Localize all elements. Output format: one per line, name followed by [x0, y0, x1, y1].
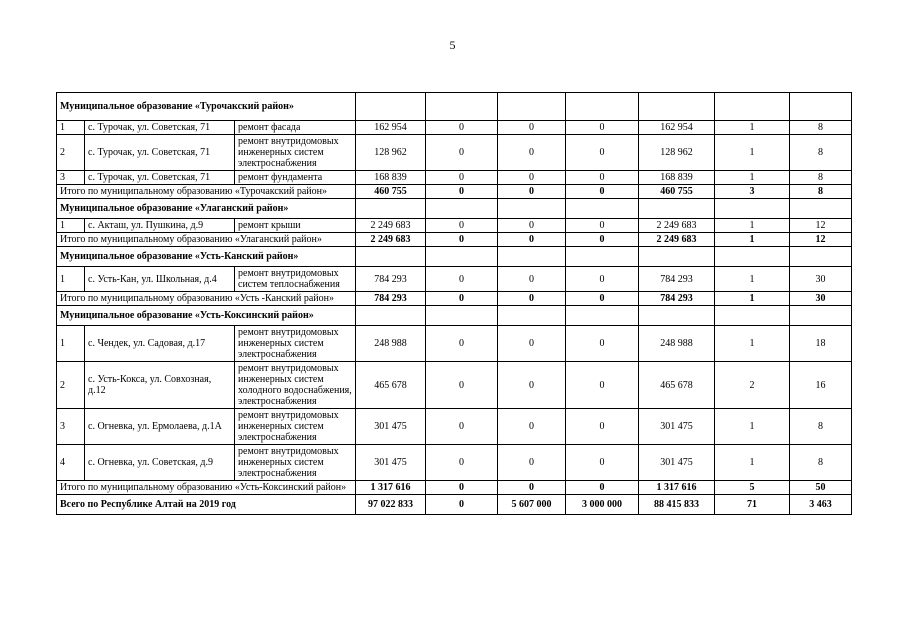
section-total-row	[57, 481, 852, 495]
empty-cell	[566, 247, 639, 267]
section-header-row	[57, 199, 852, 219]
value-cell-c2: 0	[426, 445, 498, 481]
value-cell-c1: 162 954	[356, 121, 426, 135]
table-row	[57, 362, 852, 409]
value-cell-c7: 16	[790, 362, 852, 409]
value-cell-c3: 0	[498, 362, 566, 409]
value-cell-c5: 168 839	[639, 171, 715, 185]
table-row	[57, 121, 852, 135]
total-value-c5: 784 293	[639, 292, 715, 306]
value-cell-c7: 30	[790, 267, 852, 292]
work-type-cell: ремонт фундамента	[235, 171, 356, 185]
work-type-cell: ремонт крыши	[235, 219, 356, 233]
address-cell: с. Турочак, ул. Советская, 71	[85, 171, 235, 185]
value-cell-c3: 0	[498, 171, 566, 185]
total-value-c2: 0	[426, 233, 498, 247]
section-total-label: Итого по муниципальному образованию «Турочакский район»	[57, 185, 356, 199]
table-row	[57, 171, 852, 185]
address-cell: с. Усть-Кан, ул. Школьная, д.4	[85, 267, 235, 292]
value-cell-c3: 0	[498, 326, 566, 362]
value-cell-c1: 784 293	[356, 267, 426, 292]
row-number: 1	[57, 121, 85, 135]
section-total-label: Итого по муниципальному образованию «Усть -Канский район»	[57, 292, 356, 306]
address-cell: с. Турочак, ул. Советская, 71	[85, 135, 235, 171]
row-number: 2	[57, 362, 85, 409]
total-value-c6: 1	[715, 233, 790, 247]
value-cell-c7: 18	[790, 326, 852, 362]
value-cell-c4: 0	[566, 409, 639, 445]
section-total-label: Итого по муниципальному образованию «Усть-Коксинский район»	[57, 481, 356, 495]
empty-cell	[426, 93, 498, 121]
value-cell-c1: 301 475	[356, 445, 426, 481]
value-cell-c1: 168 839	[356, 171, 426, 185]
total-value-c4: 0	[566, 292, 639, 306]
empty-cell	[426, 306, 498, 326]
value-cell-c7: 8	[790, 409, 852, 445]
value-cell-c7: 8	[790, 135, 852, 171]
total-value-c6: 1	[715, 292, 790, 306]
value-cell-c7: 8	[790, 121, 852, 135]
address-cell: с. Чендек, ул. Садовая, д.17	[85, 326, 235, 362]
table-row	[57, 135, 852, 171]
empty-cell	[715, 93, 790, 121]
table-row	[57, 445, 852, 481]
value-cell-c6: 2	[715, 362, 790, 409]
total-value-c5: 1 317 616	[639, 481, 715, 495]
value-cell-c5: 248 988	[639, 326, 715, 362]
section-header-row	[57, 306, 852, 326]
value-cell-c6: 1	[715, 445, 790, 481]
empty-cell	[498, 247, 566, 267]
section-total-row	[57, 233, 852, 247]
work-type-cell: ремонт внутридомовых инженерных систем холодного водоснабжения, электроснабжения	[235, 362, 356, 409]
value-cell-c6: 1	[715, 219, 790, 233]
empty-cell	[715, 247, 790, 267]
empty-cell	[639, 93, 715, 121]
value-cell-c3: 0	[498, 267, 566, 292]
value-cell-c7: 8	[790, 445, 852, 481]
value-cell-c1: 248 988	[356, 326, 426, 362]
total-value-c3: 0	[498, 481, 566, 495]
value-cell-c6: 1	[715, 409, 790, 445]
work-type-cell: ремонт внутридомовых инженерных систем электроснабжения	[235, 445, 356, 481]
value-cell-c2: 0	[426, 219, 498, 233]
table-body	[57, 93, 852, 515]
value-cell-c2: 0	[426, 121, 498, 135]
empty-cell	[566, 306, 639, 326]
total-value-c3: 0	[498, 185, 566, 199]
value-cell-c1: 465 678	[356, 362, 426, 409]
empty-cell	[356, 306, 426, 326]
empty-cell	[498, 306, 566, 326]
total-value-c1: 460 755	[356, 185, 426, 199]
table-row	[57, 326, 852, 362]
value-cell-c6: 1	[715, 326, 790, 362]
total-value-c3: 0	[498, 292, 566, 306]
value-cell-c5: 2 249 683	[639, 219, 715, 233]
value-cell-c3: 0	[498, 135, 566, 171]
value-cell-c5: 301 475	[639, 445, 715, 481]
total-value-c1: 1 317 616	[356, 481, 426, 495]
work-type-cell: ремонт фасада	[235, 121, 356, 135]
grand-total-label: Всего по Республике Алтай на 2019 год	[57, 495, 356, 515]
grand-total-row	[57, 495, 852, 515]
total-value-c6: 3	[715, 185, 790, 199]
total-value-c7: 50	[790, 481, 852, 495]
grand-total-c5: 88 415 833	[639, 495, 715, 515]
total-value-c5: 2 249 683	[639, 233, 715, 247]
value-cell-c5: 162 954	[639, 121, 715, 135]
section-total-row	[57, 185, 852, 199]
empty-cell	[790, 306, 852, 326]
total-value-c2: 0	[426, 185, 498, 199]
section-header-row	[57, 247, 852, 267]
empty-cell	[790, 247, 852, 267]
value-cell-c1: 301 475	[356, 409, 426, 445]
value-cell-c3: 0	[498, 409, 566, 445]
total-value-c3: 0	[498, 233, 566, 247]
empty-cell	[426, 199, 498, 219]
value-cell-c2: 0	[426, 326, 498, 362]
value-cell-c2: 0	[426, 362, 498, 409]
empty-cell	[639, 306, 715, 326]
empty-cell	[715, 306, 790, 326]
row-number: 1	[57, 267, 85, 292]
grand-total-c7: 3 463	[790, 495, 852, 515]
value-cell-c4: 0	[566, 445, 639, 481]
row-number: 3	[57, 171, 85, 185]
value-cell-c3: 0	[498, 219, 566, 233]
value-cell-c5: 465 678	[639, 362, 715, 409]
empty-cell	[790, 199, 852, 219]
grand-total-c3: 5 607 000	[498, 495, 566, 515]
address-cell: с. Турочак, ул. Советская, 71	[85, 121, 235, 135]
row-number: 4	[57, 445, 85, 481]
total-value-c4: 0	[566, 233, 639, 247]
value-cell-c3: 0	[498, 445, 566, 481]
work-type-cell: ремонт внутридомовых инженерных систем электроснабжения	[235, 409, 356, 445]
empty-cell	[790, 93, 852, 121]
empty-cell	[639, 199, 715, 219]
total-value-c4: 0	[566, 481, 639, 495]
address-cell: с. Огневка, ул. Ермолаева, д.1А	[85, 409, 235, 445]
empty-cell	[426, 247, 498, 267]
row-number: 2	[57, 135, 85, 171]
total-value-c7: 12	[790, 233, 852, 247]
value-cell-c4: 0	[566, 171, 639, 185]
value-cell-c5: 128 962	[639, 135, 715, 171]
empty-cell	[356, 199, 426, 219]
total-value-c2: 0	[426, 292, 498, 306]
value-cell-c4: 0	[566, 219, 639, 233]
value-cell-c5: 301 475	[639, 409, 715, 445]
grand-total-c6: 71	[715, 495, 790, 515]
value-cell-c3: 0	[498, 121, 566, 135]
value-cell-c1: 128 962	[356, 135, 426, 171]
work-type-cell: ремонт внутридомовых инженерных систем электроснабжения	[235, 135, 356, 171]
work-type-cell: ремонт внутридомовых систем теплоснабжения	[235, 267, 356, 292]
total-value-c2: 0	[426, 481, 498, 495]
empty-cell	[356, 93, 426, 121]
section-header: Муниципальное образование «Турочакский район»	[57, 93, 356, 121]
section-header: Муниципальное образование «Улаганский район»	[57, 199, 356, 219]
value-cell-c7: 8	[790, 171, 852, 185]
value-cell-c4: 0	[566, 362, 639, 409]
value-cell-c2: 0	[426, 409, 498, 445]
section-header-row	[57, 93, 852, 121]
value-cell-c4: 0	[566, 267, 639, 292]
total-value-c5: 460 755	[639, 185, 715, 199]
empty-cell	[356, 247, 426, 267]
value-cell-c4: 0	[566, 135, 639, 171]
total-value-c4: 0	[566, 185, 639, 199]
empty-cell	[566, 199, 639, 219]
empty-cell	[498, 93, 566, 121]
value-cell-c6: 1	[715, 267, 790, 292]
section-header: Муниципальное образование «Усть-Канский район»	[57, 247, 356, 267]
grand-total-c2: 0	[426, 495, 498, 515]
address-cell: с. Акташ, ул. Пушкина, д.9	[85, 219, 235, 233]
total-value-c1: 2 249 683	[356, 233, 426, 247]
total-value-c6: 5	[715, 481, 790, 495]
value-cell-c6: 1	[715, 135, 790, 171]
total-value-c1: 784 293	[356, 292, 426, 306]
value-cell-c2: 0	[426, 267, 498, 292]
section-total-row	[57, 292, 852, 306]
section-header: Муниципальное образование «Усть-Коксинский район»	[57, 306, 356, 326]
row-number: 3	[57, 409, 85, 445]
empty-cell	[639, 247, 715, 267]
value-cell-c4: 0	[566, 326, 639, 362]
page-number: 5	[449, 38, 456, 52]
value-cell-c6: 1	[715, 121, 790, 135]
table-row	[57, 409, 852, 445]
value-cell-c5: 784 293	[639, 267, 715, 292]
row-number: 1	[57, 326, 85, 362]
empty-cell	[566, 93, 639, 121]
address-cell: с. Усть-Кокса, ул. Совхозная, д.12	[85, 362, 235, 409]
capital-repair-table	[56, 92, 852, 515]
value-cell-c7: 12	[790, 219, 852, 233]
grand-total-c1: 97 022 833	[356, 495, 426, 515]
empty-cell	[715, 199, 790, 219]
table-row	[57, 219, 852, 233]
value-cell-c4: 0	[566, 121, 639, 135]
value-cell-c2: 0	[426, 135, 498, 171]
row-number: 1	[57, 219, 85, 233]
address-cell: с. Огневка, ул. Советская, д.9	[85, 445, 235, 481]
section-total-label: Итого по муниципальному образованию «Улаганский район»	[57, 233, 356, 247]
work-type-cell: ремонт внутридомовых инженерных систем электроснабжения	[235, 326, 356, 362]
value-cell-c2: 0	[426, 171, 498, 185]
grand-total-c4: 3 000 000	[566, 495, 639, 515]
total-value-c7: 30	[790, 292, 852, 306]
table-row	[57, 267, 852, 292]
value-cell-c1: 2 249 683	[356, 219, 426, 233]
value-cell-c6: 1	[715, 171, 790, 185]
total-value-c7: 8	[790, 185, 852, 199]
empty-cell	[498, 199, 566, 219]
